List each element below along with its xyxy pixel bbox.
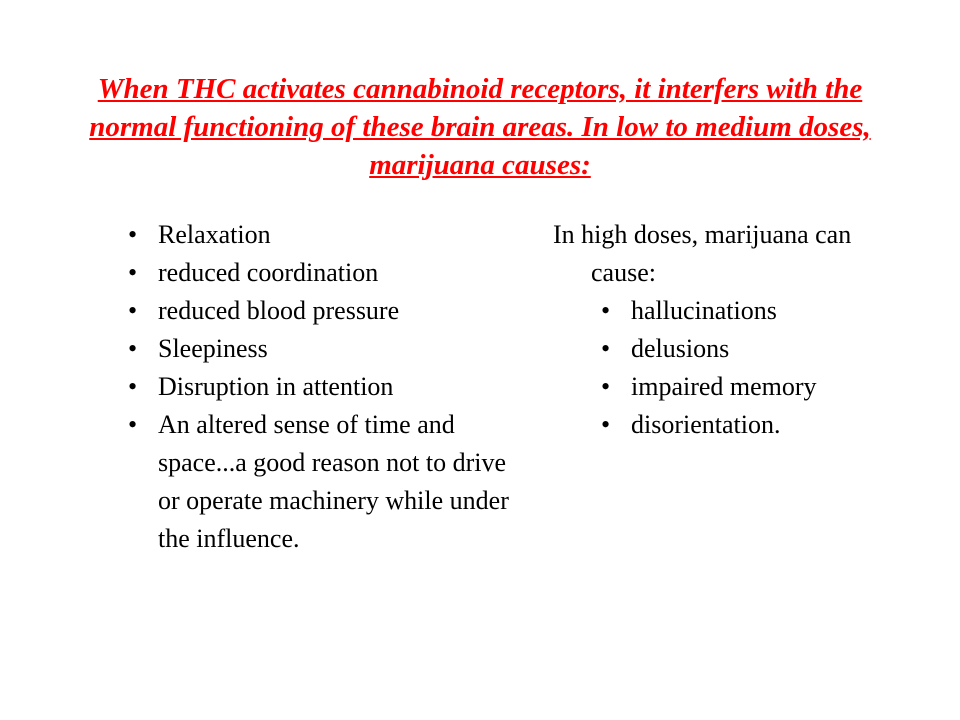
list-item-text: reduced blood pressure [158,296,400,325]
list-item-text: Relaxation [158,220,271,249]
bullet-icon: • [601,372,611,401]
list-item-text: impaired memory [631,372,817,401]
bullet-icon: • [128,258,138,287]
high-dose-effects-column [553,216,893,444]
list-item [128,330,518,368]
list-item [601,292,893,330]
list-item [128,254,518,292]
list-item-text: An altered sense of time and space...a good reason not to drive or operate machinery while under the influence. [158,410,509,553]
list-item [601,406,893,444]
high-dose-effects-list [601,292,893,444]
list-item [601,330,893,368]
list-item-text: delusions [631,334,730,363]
bullet-icon: • [128,296,138,325]
bullet-icon: • [601,296,611,325]
list-item-text: hallucinations [631,296,777,325]
bullet-icon: • [601,410,611,439]
list-item-text: Disruption in attention [158,372,394,401]
slide-title: When THC activates cannabinoid receptors, it interfers with the normal functioning of these brain areas. In low to medium doses, marijuana causes: [89,73,871,181]
list-item-text: Sleepiness [158,334,268,363]
bullet-icon: • [128,372,138,401]
bullet-icon: • [128,220,138,249]
low-dose-effects-list [128,216,518,558]
list-item [128,406,518,558]
list-item-text: disorientation. [631,410,781,439]
list-item [601,368,893,406]
list-item-text: reduced coordination [158,258,379,287]
bullet-icon: • [128,410,138,439]
list-item [128,292,518,330]
bullet-icon: • [128,334,138,363]
bullet-icon: • [601,334,611,363]
high-dose-intro: In high doses, marijuana can cause: [553,220,852,287]
list-item [128,216,518,254]
low-dose-effects-column [128,216,518,558]
list-item [128,368,518,406]
